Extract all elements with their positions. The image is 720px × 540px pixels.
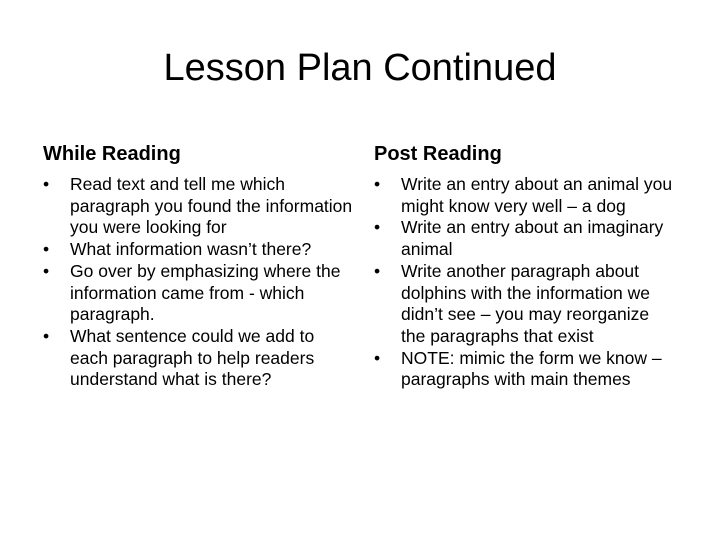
- bullet-icon: •: [43, 239, 50, 260]
- list-item: [374, 261, 674, 348]
- while-reading-heading: While Reading: [43, 143, 181, 165]
- bullet-icon: •: [43, 260, 50, 281]
- list-item-text: What information wasn’t there?: [70, 239, 312, 260]
- post-reading-list: [374, 174, 674, 391]
- bullet-icon: •: [374, 217, 381, 238]
- list-item: [374, 174, 674, 217]
- list-item-text: Read text and tell me which paragraph you found the information you were looking for: [70, 174, 353, 238]
- list-item: [43, 239, 353, 261]
- list-item-text: Write an entry about an animal you might know very well – a dog: [401, 174, 673, 216]
- bullet-icon: •: [43, 325, 50, 346]
- bullet-icon: •: [374, 174, 381, 194]
- list-item-text: NOTE: mimic the form we know – paragraphs with main themes: [401, 347, 662, 390]
- list-item: [374, 217, 674, 260]
- list-item: [43, 326, 353, 391]
- while-reading-list: [43, 174, 353, 391]
- list-item-text: Write another paragraph about dolphins with the information we didn’t see – you may reorganize the paragraphs that exist: [401, 260, 651, 346]
- list-item-text: Go over by emphasizing where the information came from - which paragraph.: [70, 260, 341, 325]
- list-item-text: Write an entry about an imaginary animal: [401, 217, 664, 260]
- list-item: [43, 174, 353, 239]
- post-reading-heading: Post Reading: [374, 143, 502, 165]
- bullet-icon: •: [374, 347, 381, 368]
- list-item: [374, 348, 674, 391]
- slide-title: Lesson Plan Continued: [163, 47, 557, 89]
- list-item-text: What sentence could we add to each paragraph to help readers understand what is there?: [70, 325, 315, 390]
- bullet-icon: •: [374, 260, 381, 281]
- bullet-icon: •: [43, 174, 50, 194]
- list-item: [43, 261, 353, 326]
